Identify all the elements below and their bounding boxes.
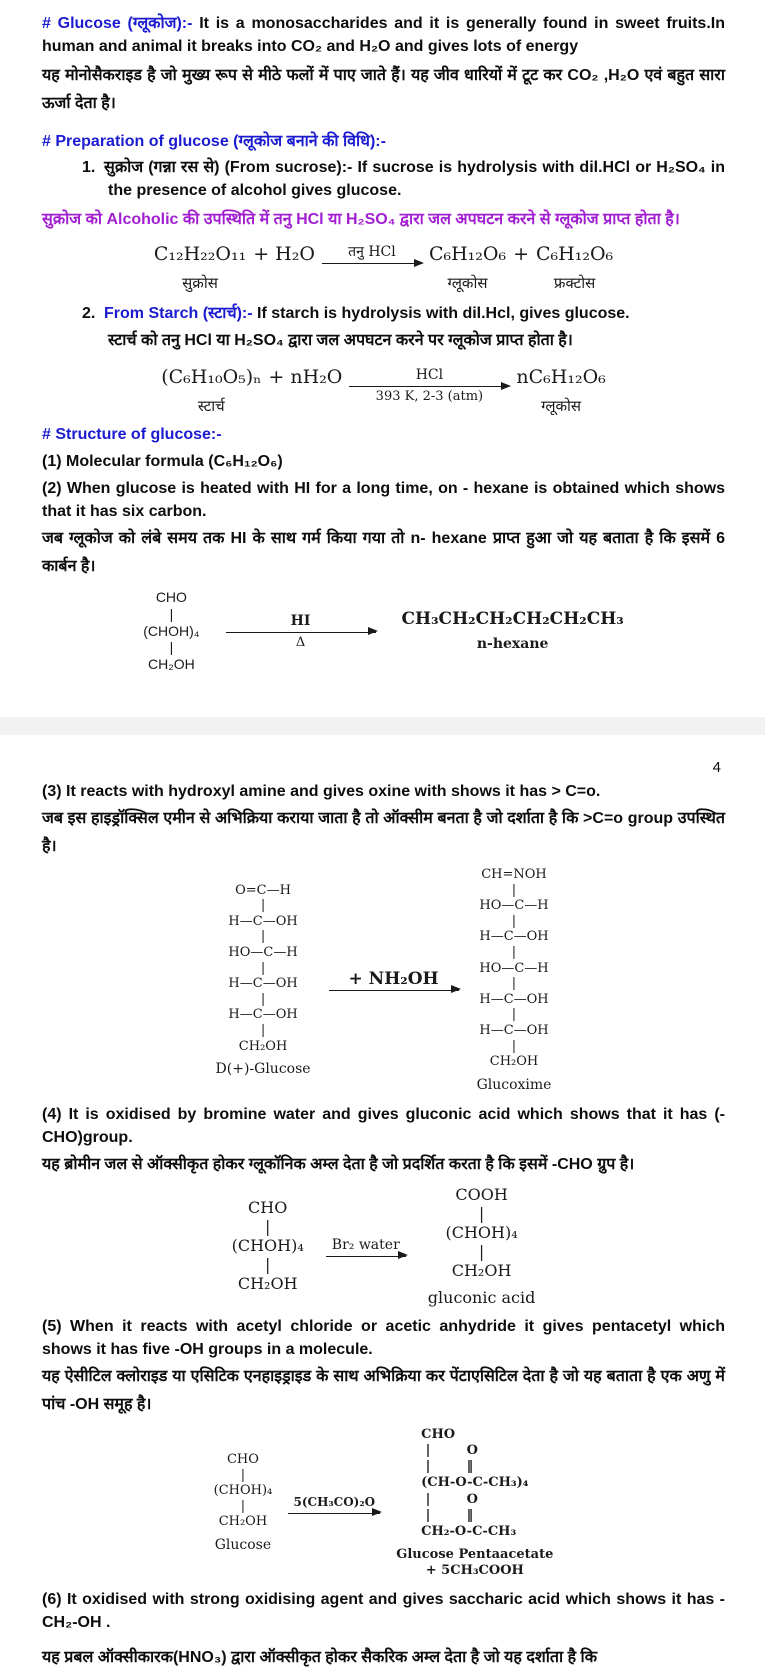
reaction-hexane (42, 589, 725, 673)
sucrose-formula: C₁₂H₂₂O₁₁ (153, 243, 247, 265)
item-1-text: If sucrose is hydrolysis with dil.HCl or H₂SO₄ in the presence of alcohol gives glucose. (108, 159, 725, 199)
item-2-title: From Starch (स्टार्च):- (104, 305, 253, 322)
item-2-text: If starch is hydrolysis with dil.Hcl, gives glucose. (257, 305, 630, 322)
item-2-number: 2. (82, 305, 96, 322)
reaction-arrow (326, 1235, 406, 1257)
arrow-shaft (226, 632, 376, 633)
pentaacetate-reactant (214, 1452, 273, 1553)
reaction-pentaacetate (42, 1427, 725, 1579)
intro-paragraph (42, 12, 725, 58)
acetic-acid-byproduct: + 5CH₃COOH (425, 1563, 524, 1579)
reaction-sucrose-hydrolysis (42, 242, 725, 292)
plus-sign: + (513, 243, 530, 265)
fructose-term (536, 242, 613, 292)
reaction-gluconic (42, 1185, 725, 1307)
d-glucose-structure: O=C—H | H—C—OH | HO—C—H | H—C—OH | H—C—OH | CH₂OH (228, 882, 298, 1054)
glucose-structure: CHO | (CHOH)₄ | CH₂OH (143, 589, 200, 673)
reaction-arrow (349, 365, 509, 405)
hexane-label: n-hexane (476, 636, 549, 653)
item-1-title: सुक्रोज (गन्ना रस से) (From sucrose):- (104, 159, 353, 176)
reaction-arrow (226, 611, 376, 651)
arrow-shaft (322, 263, 422, 264)
pentaacetate-label: Glucose Pentaacetate (396, 1547, 554, 1563)
arrow-shaft (349, 386, 509, 387)
structure-point-1: (1) Molecular formula (C₆H₁₂O₆) (42, 453, 283, 470)
sucrose-label: सुक्रोस (182, 274, 218, 292)
starch-label: स्टार्च (197, 397, 225, 415)
arrow-condition-top: HCl (415, 367, 444, 383)
plus-water-term: + H₂O (253, 243, 315, 265)
arrow-condition-top: HI (290, 612, 311, 629)
arrow-shaft (288, 1513, 380, 1514)
starch-term (161, 365, 261, 415)
intro-text-en: It is a monosaccharides and it is generally found in sweet fruits.In human and animal it breaks into CO₂ and H₂O and gives lots of energy (42, 15, 725, 55)
structure-point-5-en: (5) When it reacts with acetyl chloride or acetic anhydride it gives pentacetyl which shows it has five -OH groups in a molecule. (42, 1317, 725, 1358)
pentaacetate-product (396, 1427, 553, 1579)
structure-point-6-hi-partial: यह प्रबल ऑक्सीकारक(HNO₃) द्वारा ऑक्सीकृत होकर सैकरिक अम्ल देता है जो यह दर्शाता है कि (42, 1649, 597, 1667)
hexane-reactant (143, 589, 199, 673)
sucrose-term (154, 242, 246, 292)
reaction-oxime (42, 867, 725, 1093)
gluconic-structure: COOH | (CHOH)₄ | CH₂OH (445, 1184, 518, 1281)
fructose-formula: C₆H₁₂O₆ (536, 243, 614, 265)
glucose-label: Glucose (214, 1537, 272, 1553)
glucoxime-label: Glucoxime (476, 1076, 552, 1093)
structure-point-2-hi: जब ग्लूकोज को लंबे समय तक HI के साथ गर्म किया गया तो n- hexane प्राप्त हुआ जो यह बताता है कि इसमें 6 कार्बन है। (42, 530, 725, 575)
product-formula: nC₆H₁₂O₆ (516, 366, 606, 388)
prep-item-2 (42, 302, 725, 325)
product-term (516, 365, 605, 415)
structure-point-4-hi: यह ब्रोमीन जल से ऑक्सीकृत होकर ग्लूकॉनिक अम्ल देता है जो प्रदर्शित करता है कि इसमें -CHO ग्रुप है। (42, 1155, 635, 1173)
arrow-condition-bottom: Δ (295, 634, 306, 650)
page-number: 4 (712, 758, 721, 776)
oxime-reactant (216, 883, 311, 1078)
item-2-note-hi: स्टार्च को तनु HCl या H₂SO₄ द्वारा जल अपघटन करने पर ग्लूकोज प्राप्त होता है। (108, 332, 573, 349)
item-1-number: 1. (82, 159, 96, 176)
glucose-formula: C₆H₁₂O₆ (428, 243, 507, 265)
structure-point-5-hi: यह ऐसीटिल क्लोराइड या एसिटिक एनहाइड्राइड के साथ अभिक्रिया कर पेंटाएसिटिल देता है जो यह बताता है एक अणु में पांच -OH समूह है। (42, 1367, 725, 1413)
reaction-arrow (322, 242, 422, 264)
reaction-starch-hydrolysis (42, 365, 725, 415)
arrow-condition-top: 5(CH₃CO)₂O (293, 1494, 376, 1509)
preparation-heading: # Preparation of glucose (ग्लूकोज बनाने की विधि):- (42, 133, 386, 150)
arrow-condition-top: तनु HCl (348, 244, 396, 260)
reaction-arrow (329, 969, 459, 991)
item-1-note-hi: सुक्रोज को Alcoholic की उपस्थिति में तनु HCl या H₂SO₄ द्वारा जल अपघटन करने से ग्लूकोज प्राप्त होता है। (42, 211, 680, 228)
gluconic-product (428, 1185, 536, 1307)
arrow-shaft (329, 990, 459, 991)
glucose-label: ग्लूकोस (447, 274, 488, 292)
structure-heading: # Structure of glucose:- (42, 426, 222, 443)
pentaacetate-structure: CHO | O | ‖ (CH-O-C-CH₃)₄ | O | ‖ CH₂-O-C-CH₃ (421, 1426, 529, 1540)
structure-point-2-en: (2) When glucose is heated with HI for a long time, on - hexane is obtained which shows that it has six carbon. (42, 480, 725, 520)
gluconic-label: gluconic acid (427, 1287, 536, 1307)
glucoxime-structure: CH=NOH | HO—C—H | H—C—OH | HO—C—H | H—C—OH | H—C—OH | CH₂OH (479, 866, 549, 1070)
fructose-label: फ्रक्टोस (553, 274, 596, 292)
clipped-bottom-line (42, 1644, 725, 1667)
structure-point-3-hi: जब इस हाइड्रॉक्सिल एमीन से अभिक्रिया कराया जाता है तो ऑक्सीम बनता है जो दर्शाता है कि >C=o group उपस्थित है। (42, 809, 725, 855)
hexane-formula: CH₃CH₂CH₂CH₂CH₂CH₃ (401, 609, 624, 630)
glucose-term (429, 242, 506, 292)
structure-point-4-en: (4) It is oxidised by bromine water and gives gluconic acid which shows that it has (-CHO)group. (42, 1105, 725, 1146)
glucose-structure: CHO | (CHOH)₄ | CH₂OH (231, 1197, 304, 1294)
arrow-condition-top: Br₂ water (331, 1236, 400, 1253)
page-break-band (0, 717, 765, 735)
reaction-arrow (288, 1492, 380, 1514)
structure-point-6-en: (6) It oxidised with strong oxidising agent and gives saccharic acid which shows it has -CH₂-OH . (42, 1591, 725, 1632)
starch-formula: (C₆H₁₀O₅)ₙ (161, 366, 262, 388)
hexane-product (402, 609, 624, 652)
prep-item-1 (42, 156, 725, 202)
product-label: ग्लूकोस (541, 397, 582, 415)
d-glucose-label: D(+)-Glucose (215, 1061, 311, 1078)
oxime-product (477, 867, 552, 1093)
structure-point-3-en: (3) It reacts with hydroxyl amine and gives oxine with shows it has > C=o. (42, 782, 601, 800)
intro-text-hi: यह मोनोसैकराइड है जो मुख्य रूप से मीठे फलों में पाए जाते हैं। यह जीव धारियों में टूट कर CO₂ ,H₂O एवं बहुत सारा ऊर्जा देता है। (42, 67, 725, 112)
arrow-condition-bottom: 393 K, 2-3 (atm) (375, 389, 484, 404)
gluconic-reactant (232, 1198, 304, 1294)
plus-water-term: + nH₂O (268, 366, 343, 388)
glucose-structure: CHO | (CHOH)₄ | CH₂OH (213, 1452, 273, 1530)
glucose-heading: # Glucose (ग्लूकोज):- (42, 15, 193, 32)
arrow-shaft (326, 1256, 406, 1257)
arrow-condition-top: + NH₂OH (348, 968, 439, 989)
